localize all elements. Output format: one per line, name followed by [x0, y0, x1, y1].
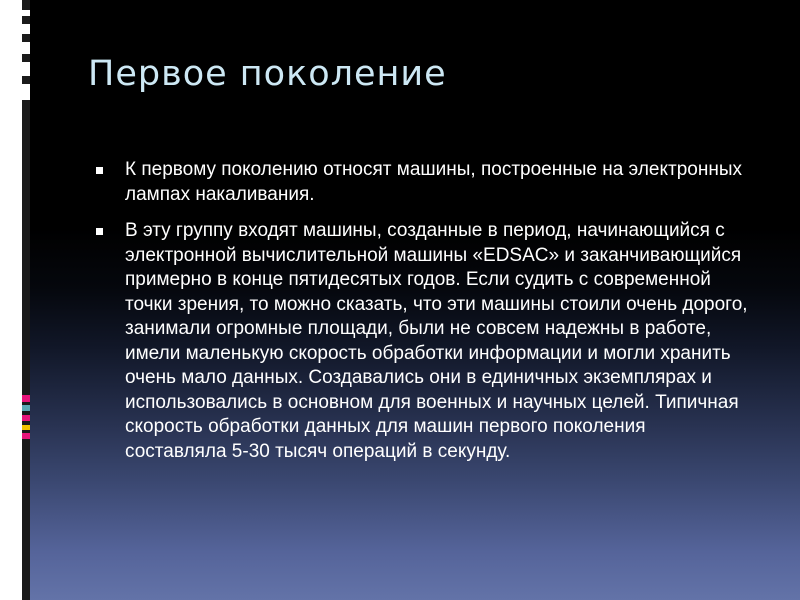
- bullet-item: [92, 158, 752, 207]
- slide-title: Первое поколение: [88, 54, 447, 94]
- stripe-white-3: [22, 42, 30, 54]
- bullet-text: В эту группу входят машины, созданные в период, начинающийся с электронной вычислительной машины «EDSAC» и заканчивающийся примерно в конце пятидесятых годов. Если судить с современной точки зрения, то можно сказать, что эти машины стоили очень дорого, занимали огромные площади, были не совсем надежны в работе, имели маленькую скорость обработки информации и могли хранить очень мало данных. Создавались они в единичных экземплярах и использовались в основном для военных и научных целей. Типичная скорость обработки данных для машин первого поколения составляла 5-30 тысяч операций в секунду.: [125, 220, 748, 462]
- stripe-white-1: [22, 10, 30, 16]
- bullet-list: [92, 158, 752, 476]
- bullet-text: К первому поколению относят машины, построенные на электронных лампах накаливания.: [125, 159, 742, 205]
- stripe-pink-2: [22, 415, 30, 421]
- stripe-white-4: [22, 62, 30, 76]
- stripe-pink-3: [22, 433, 30, 439]
- stripe-pink-1: [22, 395, 30, 402]
- square-bullet-icon: [96, 228, 103, 235]
- stripe-yellow-1: [22, 425, 30, 430]
- stripe-teal-1: [22, 405, 30, 411]
- stripe-white-2: [22, 24, 30, 34]
- square-bullet-icon: [96, 167, 103, 174]
- stripe-white-5: [22, 84, 30, 100]
- bullet-item: [92, 219, 752, 464]
